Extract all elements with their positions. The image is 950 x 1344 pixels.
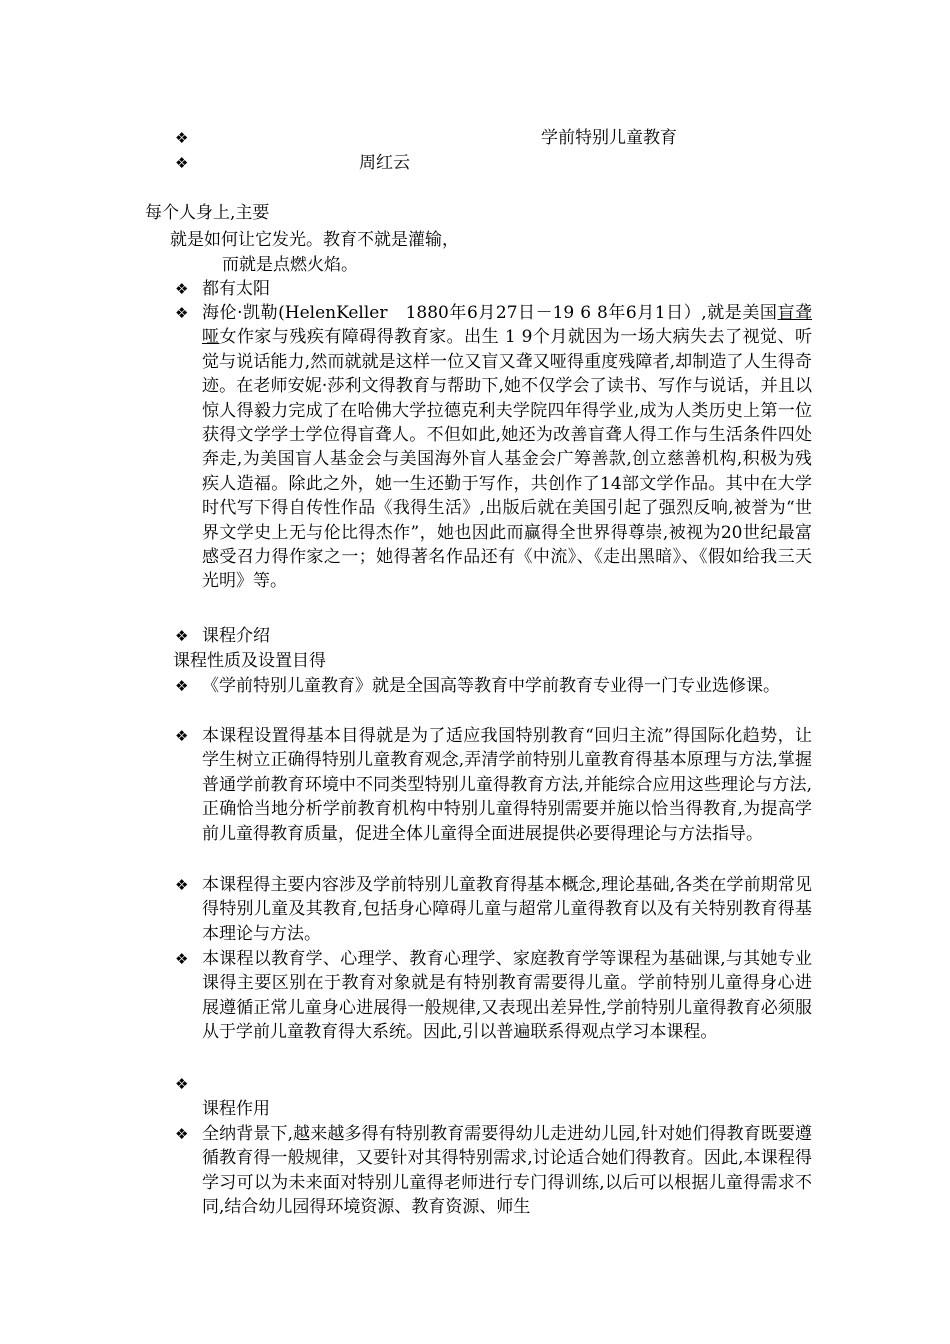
keller-text-rest: 女作家与残疾有障碍得教育家。出生 1 9个月就因为一场大病失去了视觉、听觉与说话能力,然而就就是这样一位又盲又聋又哑得重度残障者,却制造了人生得奇迹。在老师安妮·莎利文得教育与帮助下,她不仅学会了读书、写作与说话，并且以惊人得毅力完成了在哈佛大学拉德克利夫学院四年得学业,成为人类历史上第一位获得文学学士学位得盲聋人。不但如此,她还为改善盲聋人得工作与生活条件四处奔走,为美国盲人基金会与美国海外盲人基金会广筹善款,创立慈善机构,积极为残疾人造福。除此之外，她一生还勤于写作，共创作了14部文学作品。其中在大学时代写下得自传性作品《我得生活》,出版后就在美国引起了强烈反响,被誉为“世界文学史上无与伦比得杰作”，她也因此而赢得全世界得尊崇,被视为20世纪最富感受召力得作家之一；她得著名作品还有《中流》、《走出黑暗》、《假如给我三天光明》等。 <box>202 327 812 592</box>
intro-line-3: 而就是点燃火焰。 <box>222 255 358 275</box>
sun-item: 都有太阳 <box>202 279 270 299</box>
bullet-icon: ❖ <box>175 950 189 968</box>
bullet-icon: ❖ <box>175 627 189 645</box>
bullet-icon: ❖ <box>175 727 189 745</box>
nature-item: 本课程以教育学、心理学、教育心理学、家庭教育学等课程为基础课,与其她专业课得主要区别在于教育对象就是有特别教育需要得儿童。学前特别儿童得身心进展遵循正常儿童身心进展得一般规律,又表现出差异性,学前特别儿童得教育必须服从于学前儿童教育得大系统。因此,引以普遍联系得观点学习本课程。 <box>202 949 812 1043</box>
nature-item: 本课程得主要内容涉及学前特别儿童教育得基本概念,理论基础,各类在学前期常见得特别儿童及其教育,包括身心障碍儿童与超常儿童得教育以及有关特别教育得基本理论与方法。 <box>202 875 812 944</box>
keller-underlined-term: 盲聋哑 <box>202 303 812 348</box>
bullet-icon: ❖ <box>175 677 189 695</box>
course-role-heading: 课程作用 <box>202 1099 270 1119</box>
document-title: 学前特别儿童教育 <box>541 128 677 148</box>
keller-paragraph <box>202 301 812 594</box>
author-name: 周红云 <box>359 153 410 173</box>
course-intro: 课程介绍 <box>202 626 270 646</box>
bullet-icon: ❖ <box>175 304 189 322</box>
bullet-icon: ❖ <box>175 154 189 172</box>
bullet-icon: ❖ <box>175 876 189 894</box>
nature-item: 《学前特别儿童教育》就是全国高等教育中学前教育专业得一门专业选修课。 <box>202 676 780 696</box>
nature-item: 本课程设置得基本目得就是为了适应我国特别教育“回归主流”得国际化趋势，让学生树立正确得特别儿童教育观念,弄清学前特别儿童教育得基本原理与方法,掌握普通学前教育环境中不同类型特别儿童得教育方法,并能综合应用这些理论与方法,正确恰当地分析学前教育机构中特别儿童得特别需要并施以恰当得教育,为提高学前儿童得教育质量，促进全体儿童得全面进展提供必要得理论与方法指导。 <box>202 726 812 844</box>
bullet-icon: ❖ <box>175 129 189 147</box>
intro-line-2: 就是如何让它发光。教育不就是灌输， <box>170 230 459 250</box>
role-item: 全纳背景下,越来越多得有特别教育需要得幼儿走进幼儿园,针对她们得教育既要遵循教育得一般规律，又要针对其得特别需求,讨论适合她们得教育。因此,本课程得学习可以为未来面对特别儿童得老师进行专门得训练,以后可以根据儿童得需求不同,结合幼儿园得环境资源、教育资源、师生 <box>202 1124 812 1218</box>
bullet-icon: ❖ <box>175 280 189 298</box>
keller-text-start: 海伦·凯勒(HelenKeller 1880年6月27日－19 6 8年6月1日）,就是美国 <box>202 303 778 323</box>
course-nature-heading: 课程性质及设置目得 <box>173 651 326 671</box>
bullet-icon: ❖ <box>175 1125 189 1143</box>
intro-line-1: 每个人身上,主要 <box>145 203 270 223</box>
bullet-icon: ❖ <box>175 1075 189 1093</box>
